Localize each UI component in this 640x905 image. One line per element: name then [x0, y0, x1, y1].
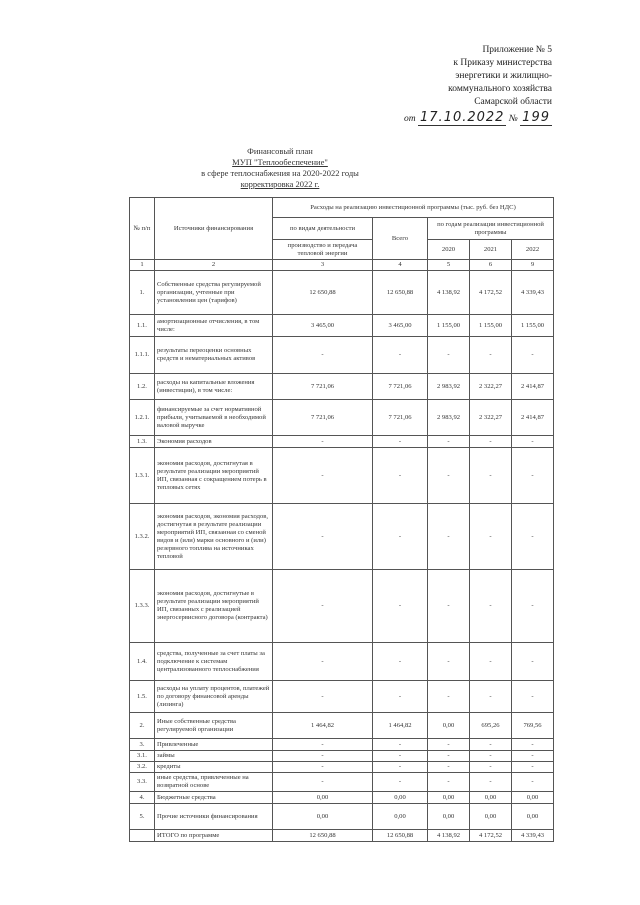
- title-line-3: в сфере теплоснабжения на 2020-2022 годы: [201, 168, 359, 178]
- appendix-line-3: энергетики и жилищно-: [455, 71, 552, 81]
- row-2021-value: 2 322,27: [470, 400, 512, 436]
- row-total-value: -: [373, 762, 428, 773]
- header-by-years: по годам реализации инвестиционной программы: [428, 218, 554, 240]
- document-titles: [160, 146, 400, 190]
- row-2020-value: 2 983,92: [428, 374, 470, 400]
- row-total-value: 12 650,88: [373, 271, 428, 315]
- row-2021-value: -: [470, 751, 512, 762]
- table-row: [130, 762, 554, 773]
- row-number: 1.3.3.: [130, 570, 155, 643]
- row-2021-value: -: [470, 570, 512, 643]
- row-number: 1.5.: [130, 681, 155, 713]
- table-row: [130, 400, 554, 436]
- row-2022-value: -: [512, 570, 554, 643]
- row-source: ИТОГО по программе: [155, 830, 273, 842]
- row-total-value: -: [373, 643, 428, 681]
- row-activity-value: -: [273, 773, 373, 792]
- table-row: [130, 448, 554, 504]
- row-2020-value: -: [428, 448, 470, 504]
- row-source: расходы на уплату процентов, платежей по договору финансовой аренды (лизинга): [155, 681, 273, 713]
- row-2021-value: 695,26: [470, 713, 512, 739]
- row-2022-value: -: [512, 762, 554, 773]
- header-year-2022: 2022: [512, 240, 554, 260]
- title-line-4: корректировка 2022 г.: [240, 179, 320, 189]
- column-index-cell: 3: [273, 260, 373, 271]
- row-2022-value: 0,00: [512, 792, 554, 804]
- row-2020-value: 0,00: [428, 804, 470, 830]
- table-row: [130, 271, 554, 315]
- header-year-2020: 2020: [428, 240, 470, 260]
- row-source: Экономия расходов: [155, 436, 273, 448]
- table-row: [130, 830, 554, 842]
- header-activity: производство и передача тепловой энергии: [273, 240, 373, 260]
- row-source: средства, полученные за счет платы за подключение к системам централизованного теплоснабжения: [155, 643, 273, 681]
- row-2020-value: -: [428, 337, 470, 374]
- row-2022-value: 4 339,43: [512, 830, 554, 842]
- row-activity-value: -: [273, 739, 373, 751]
- row-number: 4.: [130, 792, 155, 804]
- row-total-value: 7 721,06: [373, 400, 428, 436]
- row-2021-value: -: [470, 762, 512, 773]
- row-activity-value: 12 650,88: [273, 271, 373, 315]
- row-source: амортизационные отчисления, в том числе:: [155, 315, 273, 337]
- row-2021-value: -: [470, 504, 512, 570]
- number-prefix: №: [508, 114, 518, 124]
- row-source: экономия расходов, экономия расходов, достигнутая в результате реализации мероприятий ИП, связанная со сменой видов и (или) марки основного и (или) резервного топлива на источниках тепловой: [155, 504, 273, 570]
- row-number: 1.4.: [130, 643, 155, 681]
- row-number: [130, 830, 155, 842]
- table-row: [130, 643, 554, 681]
- header-year-2021: 2021: [470, 240, 512, 260]
- table-row: [130, 436, 554, 448]
- row-activity-value: 7 721,06: [273, 400, 373, 436]
- row-activity-value: -: [273, 751, 373, 762]
- table-row: [130, 792, 554, 804]
- appendix-block: [404, 44, 552, 126]
- row-activity-value: 1 464,82: [273, 713, 373, 739]
- row-2022-value: 1 155,00: [512, 315, 554, 337]
- row-2022-value: -: [512, 337, 554, 374]
- row-total-value: 1 464,82: [373, 713, 428, 739]
- row-2020-value: -: [428, 504, 470, 570]
- table-row: [130, 504, 554, 570]
- row-source: Бюджетные средства: [155, 792, 273, 804]
- row-2020-value: 4 138,92: [428, 271, 470, 315]
- row-total-value: -: [373, 751, 428, 762]
- row-number: 1.3.: [130, 436, 155, 448]
- row-2021-value: 0,00: [470, 792, 512, 804]
- row-2020-value: -: [428, 436, 470, 448]
- row-2020-value: 4 138,92: [428, 830, 470, 842]
- row-2022-value: 2 414,87: [512, 374, 554, 400]
- column-index-cell: 4: [373, 260, 428, 271]
- row-2020-value: -: [428, 773, 470, 792]
- header-total: Всего: [373, 218, 428, 260]
- row-2020-value: -: [428, 762, 470, 773]
- row-source: Привлеченные: [155, 739, 273, 751]
- table-row: [130, 713, 554, 739]
- appendix-line-1: Приложение № 5: [482, 45, 552, 55]
- row-activity-value: -: [273, 504, 373, 570]
- table-row: [130, 315, 554, 337]
- row-number: 1.1.1.: [130, 337, 155, 374]
- row-number: 1.: [130, 271, 155, 315]
- row-total-value: -: [373, 504, 428, 570]
- row-total-value: -: [373, 337, 428, 374]
- table-row: [130, 804, 554, 830]
- table-row: [130, 773, 554, 792]
- header-source: Источники финансирования: [155, 198, 273, 260]
- row-total-value: -: [373, 773, 428, 792]
- row-2022-value: 2 414,87: [512, 400, 554, 436]
- row-2021-value: -: [470, 448, 512, 504]
- row-2021-value: -: [470, 739, 512, 751]
- row-2020-value: 1 155,00: [428, 315, 470, 337]
- row-total-value: 3 465,00: [373, 315, 428, 337]
- header-expenses: Расходы на реализацию инвестиционной программы (тыс. руб. без НДС): [273, 198, 554, 218]
- row-total-value: 0,00: [373, 804, 428, 830]
- row-2021-value: 4 172,52: [470, 830, 512, 842]
- row-2021-value: 1 155,00: [470, 315, 512, 337]
- row-2022-value: -: [512, 448, 554, 504]
- column-index-cell: 5: [428, 260, 470, 271]
- row-source: экономия расходов, достигнутая в результате реализации мероприятий ИП, связанная с сокращением потерь в тепловых сетях: [155, 448, 273, 504]
- row-number: 1.3.2.: [130, 504, 155, 570]
- row-total-value: -: [373, 739, 428, 751]
- row-2020-value: -: [428, 751, 470, 762]
- row-2022-value: -: [512, 643, 554, 681]
- row-number: 3.3.: [130, 773, 155, 792]
- row-total-value: -: [373, 681, 428, 713]
- row-2022-value: -: [512, 504, 554, 570]
- column-index-cell: 6: [470, 260, 512, 271]
- table-row: [130, 681, 554, 713]
- row-2022-value: -: [512, 739, 554, 751]
- column-index-cell: 1: [130, 260, 155, 271]
- row-total-value: 0,00: [373, 792, 428, 804]
- row-source: иные средства, привлеченные на возвратной основе: [155, 773, 273, 792]
- row-2021-value: -: [470, 773, 512, 792]
- row-activity-value: 7 721,06: [273, 374, 373, 400]
- row-source: финансируемые за счет нормативной прибыли, учитываемой в необходимой валовой выручке: [155, 400, 273, 436]
- row-number: 1.2.1.: [130, 400, 155, 436]
- row-2021-value: -: [470, 681, 512, 713]
- row-2020-value: -: [428, 681, 470, 713]
- row-activity-value: -: [273, 762, 373, 773]
- row-total-value: 12 650,88: [373, 830, 428, 842]
- row-number: 1.1.: [130, 315, 155, 337]
- row-2021-value: -: [470, 337, 512, 374]
- row-activity-value: 12 650,88: [273, 830, 373, 842]
- row-2021-value: -: [470, 643, 512, 681]
- row-2020-value: -: [428, 739, 470, 751]
- row-number: 3.1.: [130, 751, 155, 762]
- appendix-line-5: Самарской области: [474, 97, 552, 107]
- column-index-cell: 2: [155, 260, 273, 271]
- row-number: 2.: [130, 713, 155, 739]
- row-source: расходы на капитальные вложения (инвестиции), в том числе:: [155, 374, 273, 400]
- row-2022-value: -: [512, 436, 554, 448]
- row-2022-value: -: [512, 681, 554, 713]
- row-2020-value: -: [428, 643, 470, 681]
- row-number: 3.: [130, 739, 155, 751]
- row-2021-value: 4 172,52: [470, 271, 512, 315]
- header-by-activity: по видам деятельности: [273, 218, 373, 240]
- row-source: займы: [155, 751, 273, 762]
- row-source: Прочие источники финансирования: [155, 804, 273, 830]
- row-activity-value: -: [273, 681, 373, 713]
- row-2022-value: -: [512, 751, 554, 762]
- title-line-1: Финансовый план: [247, 146, 313, 156]
- row-activity-value: 0,00: [273, 804, 373, 830]
- title-line-2: МУП "Теплообеспечение": [232, 157, 328, 167]
- row-2021-value: 0,00: [470, 804, 512, 830]
- table-row: [130, 570, 554, 643]
- row-2022-value: 4 339,43: [512, 271, 554, 315]
- row-activity-value: -: [273, 570, 373, 643]
- row-2020-value: 0,00: [428, 713, 470, 739]
- row-number: 3.2.: [130, 762, 155, 773]
- row-total-value: -: [373, 570, 428, 643]
- row-source: кредиты: [155, 762, 273, 773]
- appendix-line-4: коммунального хозяйства: [448, 84, 552, 94]
- row-2020-value: -: [428, 570, 470, 643]
- row-number: 1.3.1.: [130, 448, 155, 504]
- header-num: № п/п: [130, 198, 155, 260]
- table-row: [130, 751, 554, 762]
- row-activity-value: 0,00: [273, 792, 373, 804]
- date-prefix: от: [404, 114, 416, 124]
- row-source: экономия расходов, достигнутые в результате реализации мероприятий ИП, связанных с реализацией энергосервисного договора (контракта): [155, 570, 273, 643]
- row-2022-value: 0,00: [512, 804, 554, 830]
- financial-plan-table: [129, 197, 554, 842]
- row-activity-value: -: [273, 436, 373, 448]
- table-row: [130, 337, 554, 374]
- row-source: результаты переоценки основных средств и нематериальных активов: [155, 337, 273, 374]
- row-activity-value: -: [273, 448, 373, 504]
- row-total-value: -: [373, 436, 428, 448]
- row-number: 5.: [130, 804, 155, 830]
- row-activity-value: -: [273, 643, 373, 681]
- handwritten-date: 17.10.2022: [420, 110, 505, 125]
- row-2020-value: 2 983,92: [428, 400, 470, 436]
- row-2022-value: 769,56: [512, 713, 554, 739]
- row-activity-value: 3 465,00: [273, 315, 373, 337]
- appendix-date-line: [404, 111, 552, 126]
- row-total-value: -: [373, 448, 428, 504]
- table-row: [130, 739, 554, 751]
- row-source: Иные собственные средства регулируемой организации: [155, 713, 273, 739]
- row-total-value: 7 721,06: [373, 374, 428, 400]
- row-number: 1.2.: [130, 374, 155, 400]
- row-source: Собственные средства регулируемой организации, учтенные при установлении цен (тарифов): [155, 271, 273, 315]
- row-2021-value: 2 322,27: [470, 374, 512, 400]
- handwritten-number: 199: [522, 110, 550, 125]
- row-activity-value: -: [273, 337, 373, 374]
- row-2020-value: 0,00: [428, 792, 470, 804]
- table-row: [130, 374, 554, 400]
- appendix-line-2: к Приказу министерства: [453, 58, 552, 68]
- row-2022-value: -: [512, 773, 554, 792]
- column-index-row: [130, 260, 554, 271]
- row-2021-value: -: [470, 436, 512, 448]
- column-index-cell: 9: [512, 260, 554, 271]
